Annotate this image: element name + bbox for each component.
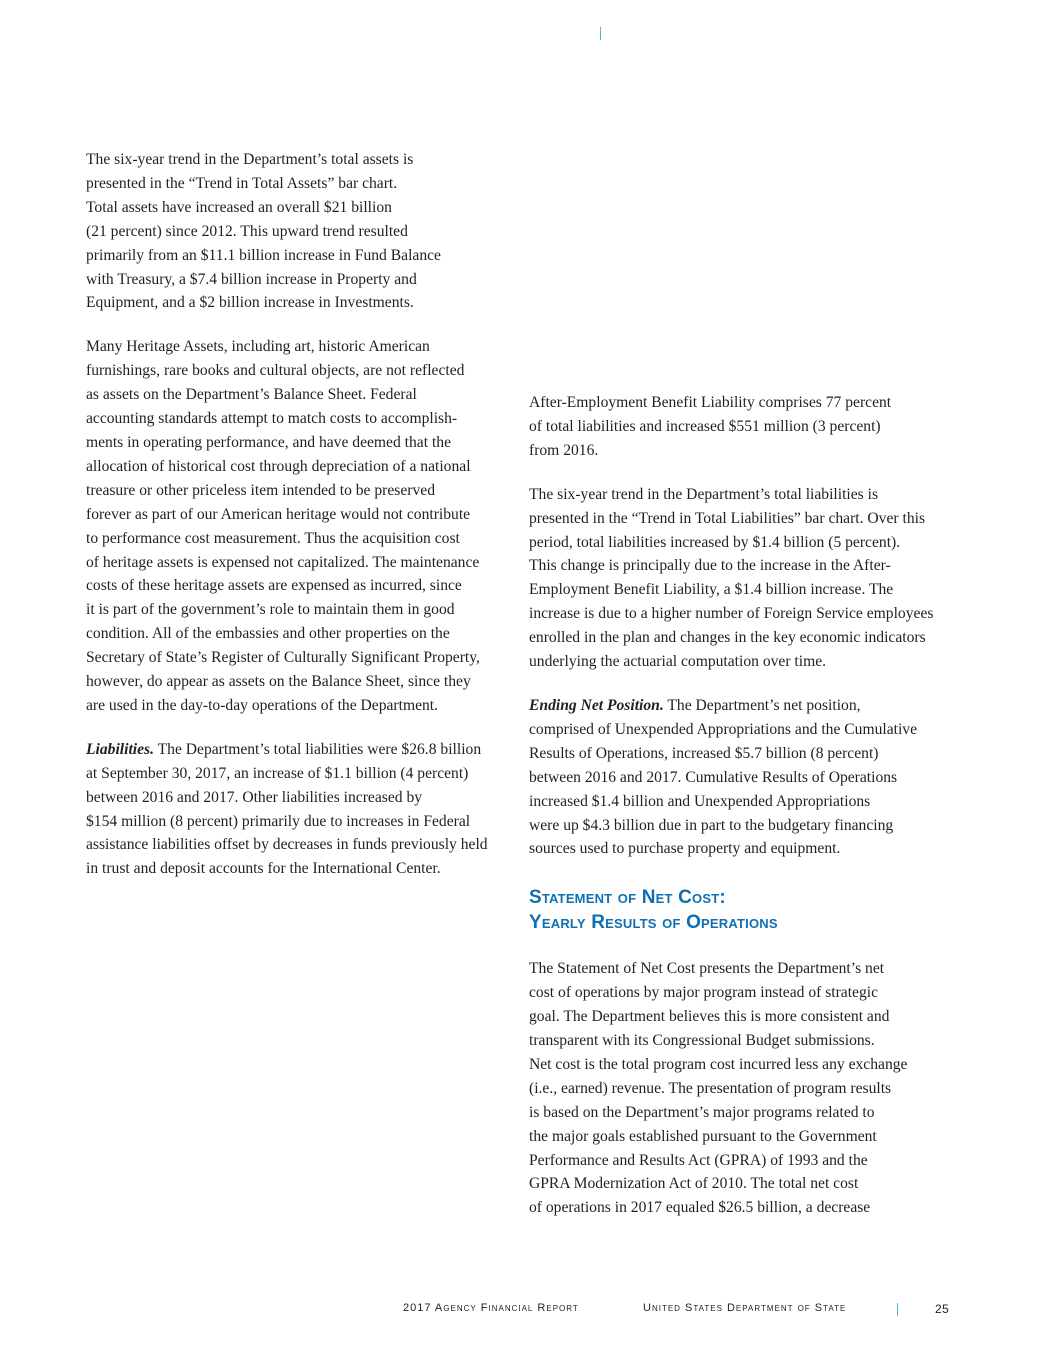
liabilities-text: The Department’s total liabilities were $26.8 billion at September 30, 2017, an increase of $1.1 billion (4 percent) between 2016 and 2017. Other liabilities increased by $154 million (8 percent) primarily due to increases in Federal assistance liabilities offset by decreases in funds previously held in trust and deposit accounts for the International Center. bbox=[86, 740, 488, 878]
footer-department: United States Department of State bbox=[643, 1302, 847, 1314]
after-employment-paragraph: After-Employment Benefit Liability comprises 77 percent of total liabilities and increased $551 million (3 percent) from 2016. bbox=[529, 394, 892, 459]
liabilities-trend-paragraph: The six-year trend in the Department’s total liabilities is presented in the “Trend in Total Liabilities” bar chart. Over this period, total liabilities increased by $1.4 billion (5 percent). This change is principally due to the increase in the After- Employment Benefit Liability, a $1.4 billion increase. The increase is due to a higher number of Foreign Service employees enrolled in the plan and changes in the key economic indicators underlying the actuarial computation over time. bbox=[529, 485, 934, 671]
net-position-lead: Ending Net Position. bbox=[529, 696, 664, 714]
net-cost-paragraph: The Statement of Net Cost presents the Department’s net cost of operations by major program instead of strategic goal. The Department believes this is more consistent and transparent with its Congressional Budget submissions. Net cost is the total program cost incurred less any exchange (i.e., earned) revenue. The presentation of program results is based on the Department’s major programs related to the major goals established pursuant to the Government Performance and Results Act (GPRA) of 1993 and the GPRA Modernization Act of 2010. The total net cost of operations in 2017 equaled $26.5 billion, a decrease bbox=[529, 960, 908, 1217]
assets-trend-paragraph: The six-year trend in the Department’s total assets is presented in the “Trend in Total Assets” bar chart. Total assets have increased an overall $21 billion (21 percent) since 2012. This upward trend resulted primarily from an $11.1 billion increase in Fund Balance with Treasury, a $7.4 billion increase in Property and Equipment, and a $2 billion increase in Investments. bbox=[86, 151, 441, 312]
heritage-assets-paragraph: Many Heritage Assets, including art, historic American furnishings, rare books and cultural objects, are not reflected as assets on the Department’s Balance Sheet. Federal accounting standards attempt to match costs to accomplish- ments in operating performance, and have deemed that the allocation of historical cost through depreciation of a national treasure or other priceless item intended to be preserved forever as part of our American heritage would not contribute to performance cost measurement. Thus the acquisition cost of heritage assets is expensed not capitalized. The maintenance costs of these heritage assets are expensed as incurred, since it is part of the government’s role to maintain them in good condition. All of the embassies and other properties on the Secretary of State’s Register of Culturally Significant Property, however, do appear as assets on the Balance Sheet, since they are used in the day-to-day operations of the Department. bbox=[86, 338, 480, 714]
liabilities-paragraph bbox=[86, 738, 511, 881]
footer-separator bbox=[897, 1303, 898, 1316]
section-heading bbox=[529, 885, 954, 935]
header-rule bbox=[600, 27, 601, 40]
page-footer bbox=[0, 1302, 1043, 1318]
left-column bbox=[86, 148, 511, 901]
page-number: 25 bbox=[935, 1302, 950, 1316]
liabilities-lead: Liabilities. bbox=[86, 740, 155, 758]
section-heading-line1: Statement of Net Cost: bbox=[529, 887, 726, 909]
net-position-text: The Department’s net position, comprised of Unexpended Appropriations and the Cumulative Results of Operations, increased $5.7 billion (8 percent) between 2016 and 2017. Cumulative Results of Operations increased $1.4 billion and Unexpended Appropriations were up $4.3 billion due in part to the budgetary financing sources used to purchase property and equipment. bbox=[529, 696, 918, 858]
right-column bbox=[529, 391, 954, 1240]
net-position-paragraph bbox=[529, 694, 954, 861]
section-heading-line2: Yearly Results of Operations bbox=[529, 912, 778, 934]
footer-report-title: 2017 Agency Financial Report bbox=[403, 1302, 579, 1314]
